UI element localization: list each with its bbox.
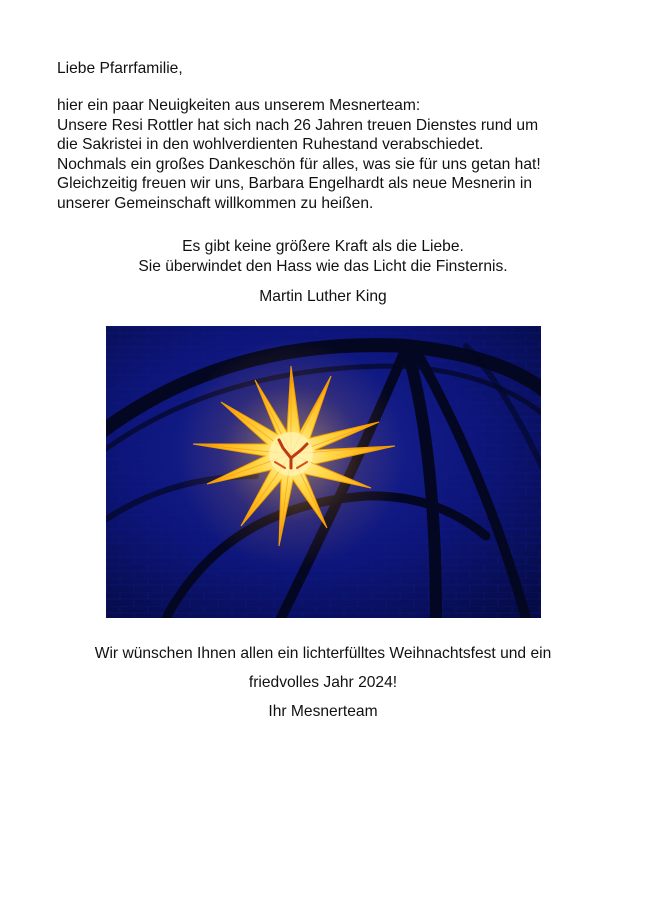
closing-line: Wir wünschen Ihnen allen ein lichterfülltes Weihnachtsfest und ein [94,645,552,662]
intro-line: Unsere Resi Rottler hat sich nach 26 Jahren treuen Dienstes rund um [57,116,539,134]
closing-line: friedvolles Jahr 2024! [248,674,398,691]
quote-line: Sie überwindet den Hass wie das Licht die Finsternis. [138,258,508,275]
star-photo-illustration [106,326,541,618]
intro-line: hier ein paar Neuigkeiten aus unserem Mesnerteam: [57,97,421,114]
quote-line: Es gibt keine größere Kraft als die Liebe. [182,238,464,255]
quote-author: Martin Luther King [259,288,387,305]
intro-line: unserer Gemeinschaft willkommen zu heißen. [57,194,374,212]
greeting: Liebe Pfarrfamilie, [57,60,183,77]
intro-line: Gleichzeitig freuen wir uns, Barbara Engelhardt als neue Mesnerin in [57,175,533,192]
star-photo [106,326,541,618]
intro-paragraph [57,96,617,213]
intro-line: die Sakristei in den wohlverdienten Ruhestand verabschiedet. [57,136,484,153]
intro-line: Nochmals ein großes Dankeschön für alles, was sie für uns getan hat! [57,155,541,173]
signature: Ihr Mesnerteam [268,703,378,720]
